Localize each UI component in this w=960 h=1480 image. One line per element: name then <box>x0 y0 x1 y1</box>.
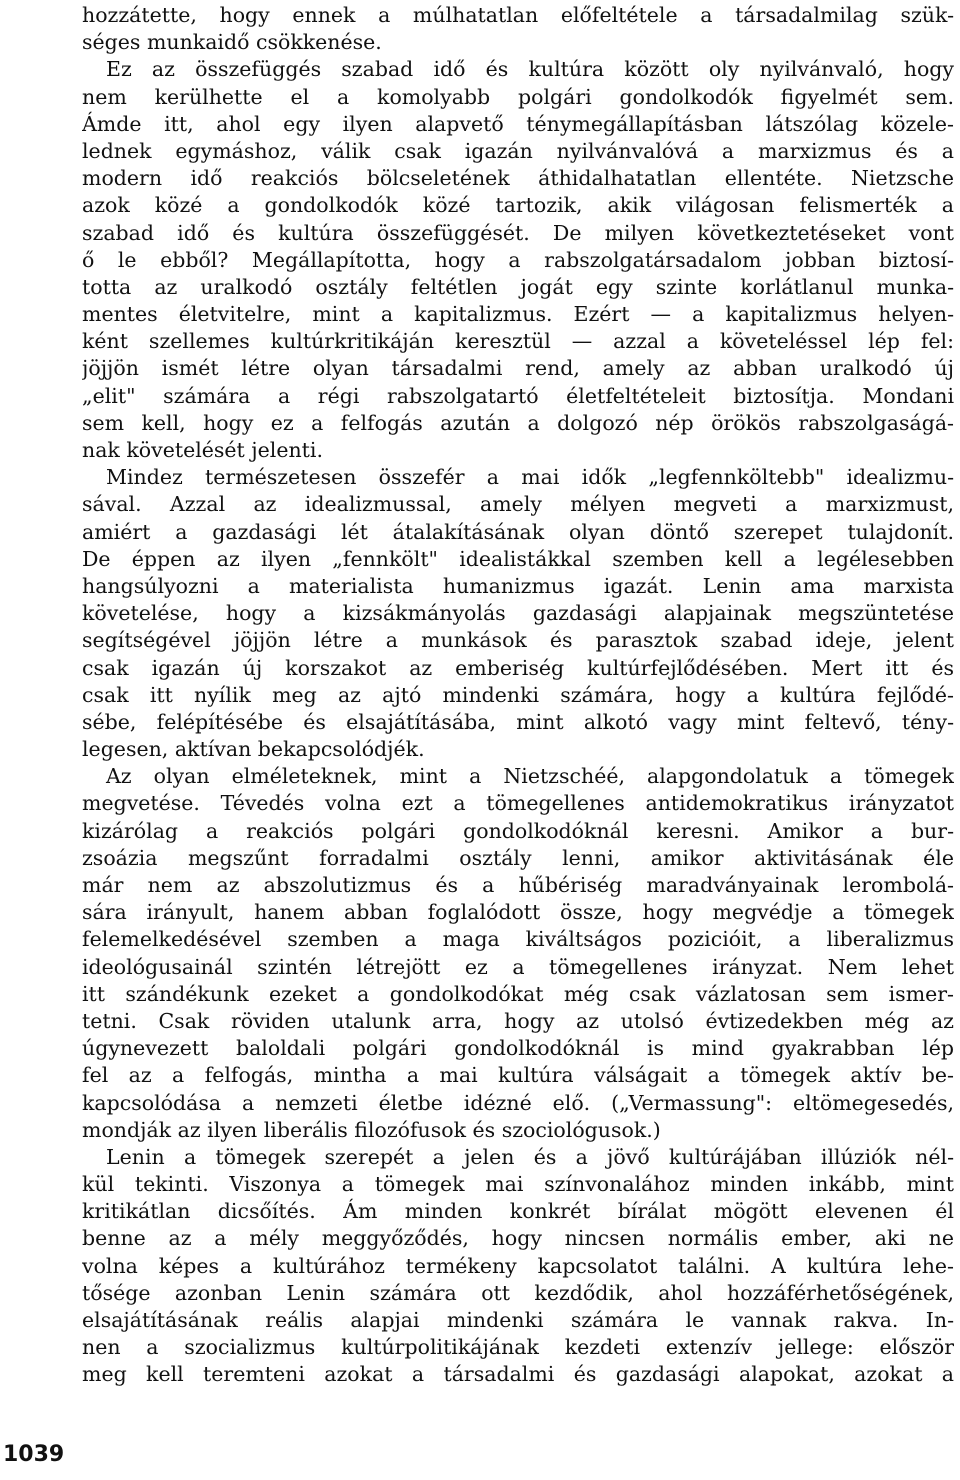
text-line: kapcsolódása a nemzeti életbe idézné elő. („Vermassung": eltömegesedés, <box>82 1090 954 1115</box>
text-line: már nem az abszolutizmus és a hűbériség maradványainak lerombolá- <box>82 873 954 897</box>
page-number: 1039 <box>3 1442 65 1467</box>
body-text <box>82 2 954 1389</box>
text-line: „elit" számára a régi rabszolgatartó életfeltételeit biztosítja. Mondani <box>82 383 954 408</box>
text-line: követelése, hogy a kizsákmányolás gazdasági alapjainak megszüntetése <box>82 601 954 626</box>
text-line: úgynevezett baloldali polgári gondolkodóknál is mind gyakrabban lép <box>82 1036 954 1061</box>
text-line: ideológusainál szintén létrejött ez a tömegellenes irányzat. Nem lehet <box>82 954 954 979</box>
text-line: ként szellemes kultúrkritikáján keresztül — azzal a követeléssel lép fel: <box>82 329 954 354</box>
text-line: tetni. Csak röviden utalunk arra, hogy az utolsó évtizedekben még az <box>82 1008 954 1033</box>
text-line: felemelkedésével szemben a maga kiváltságos pozicióit, a liberalizmus <box>82 927 954 952</box>
text-line: nem kerülhette el a komolyabb polgári gondolkodók figyelmét sem. <box>82 84 954 109</box>
text-line: amiért a gazdasági lét átalakításának olyan döntő szerepet tulajdonít. <box>82 519 954 544</box>
text-line: sébe, felépítésébe és elsajátításába, mint alkotó vagy mint feltevő, tény- <box>82 709 954 734</box>
text-line: lednek egymáshoz, válik csak igazán nyilvánvalóvá a marxizmus és a <box>82 138 954 163</box>
text-line: hangsúlyozni a materialista humanizmus igazát. Lenin ama marxista <box>82 573 954 598</box>
text-line: kül tekinti. Viszonya a tömegek mai színvonalához minden inkább, mint <box>82 1172 954 1197</box>
text-line: zsoázia megszűnt forradalmi osztály lenni, amikor aktivitásának éle <box>82 845 954 870</box>
text-line: csak itt nyílik meg az ajtó mindenki számára, hogy a kultúra fejlődé- <box>82 682 954 707</box>
text-line: segítségével jöjjön létre a munkások és parasztok szabad ideje, jelent <box>82 628 954 653</box>
text-line: tősége azonban Lenin számára ott kezdődik, ahol hozzáférhetőségének, <box>82 1280 954 1305</box>
text-line: De éppen az ilyen „fennkölt" idealistákkal szemben kell a legélesebben <box>82 546 954 571</box>
text-line: Mindez természetesen összefér a mai idők „legfennköltebb" idealizmu- <box>106 465 954 490</box>
text-line: kizárólag a reakciós polgári gondolkodóknál keresni. Amikor a bur- <box>82 818 954 843</box>
text-line: csak igazán új korszakot az emberiség kultúrfejlődésében. Mert itt és <box>82 655 954 680</box>
text-line: megvetése. Tévedés volna ezt a tömegellenes antidemokratikus irányzatot <box>82 791 954 816</box>
text-line: sem kell, hogy ez a felfogás azután a dolgozó nép örökös rabszolgaságá- <box>82 410 954 435</box>
text-line: fel az a felfogás, mintha a mai kultúra válságait a tömegek aktív be- <box>82 1063 954 1088</box>
text-line: legesen, aktívan bekapcsolódjék. <box>82 737 425 762</box>
text-line: hozzátette, hogy ennek a múlhatatlan előfeltétele a társadalmilag szük- <box>82 3 954 27</box>
text-line: mentes életvitelre, mint a kapitalizmus. Ezért — a kapitalizmus helyen- <box>82 302 954 327</box>
text-line: itt szándékunk ezeket a gondolkodókat még csak vázlatosan sem ismer- <box>82 981 954 1006</box>
text-line: sára irányult, hanem abban foglalódott össze, hogy megvédje a tömegek <box>82 900 954 925</box>
text-line: kritikátlan dicsőítés. Ám minden konkrét bírálat mögött elevenen él <box>82 1199 954 1224</box>
text-line: sával. Azzal az idealizmussal, amely mélyen megveti a marxizmust, <box>82 492 954 517</box>
text-line: szabad idő és kultúra összefüggését. De milyen következtetéseket vont <box>82 220 954 245</box>
text-line: séges munkaidő csökkenése. <box>82 30 382 55</box>
text-line: meg kell teremteni azokat a társadalmi és gazdasági alapokat, azokat a <box>82 1362 954 1387</box>
text-line: jöjjön ismét létre olyan társadalmi rend, amely az abban uralkodó új <box>82 356 954 381</box>
text-line: Ámde itt, ahol egy ilyen alapvető ténymegállapításban látszólag közele- <box>82 111 954 136</box>
text-line: azok közé a gondolkodók közé tartozik, akik világosan felismerték a <box>82 193 954 218</box>
text-line: totta az uralkodó osztály feltétlen jogát egy szinte korlátlanul munka- <box>82 274 954 299</box>
text-line: benne az a mély meggyőződés, hogy nincsen normális ember, aki ne <box>82 1226 954 1251</box>
text-line: volna képes a kultúrához termékeny kapcsolatot találni. A kultúra lehe- <box>82 1253 954 1278</box>
text-line: mondják az ilyen liberális filozófusok és szociológusok.) <box>82 1117 661 1142</box>
text-line: elsajátításának reális alapjai mindenki számára le vannak rakva. In- <box>82 1308 954 1332</box>
text-line: nen a szocializmus kultúrpolitikájának kezdeti extenzív jellege: először <box>82 1335 954 1360</box>
text-line: Ez az összefüggés szabad idő és kultúra között oly nyilvánvaló, hogy <box>106 57 954 82</box>
text-line: Az olyan elméleteknek, mint a Nietzschéé, alapgondolatuk a tömegek <box>106 764 954 789</box>
text-line: modern idő reakciós bölcseletének áthidalhatatlan ellentéte. Nietzsche <box>82 166 954 191</box>
text-line: Lenin a tömegek szerepét a jelen és a jövő kultúrájában illúziók nél- <box>106 1144 954 1169</box>
text-line: nak követelését jelenti. <box>82 438 323 462</box>
text-line: ő le ebből? Megállapította, hogy a rabszolgatársadalom jobban biztosí- <box>82 247 954 272</box>
